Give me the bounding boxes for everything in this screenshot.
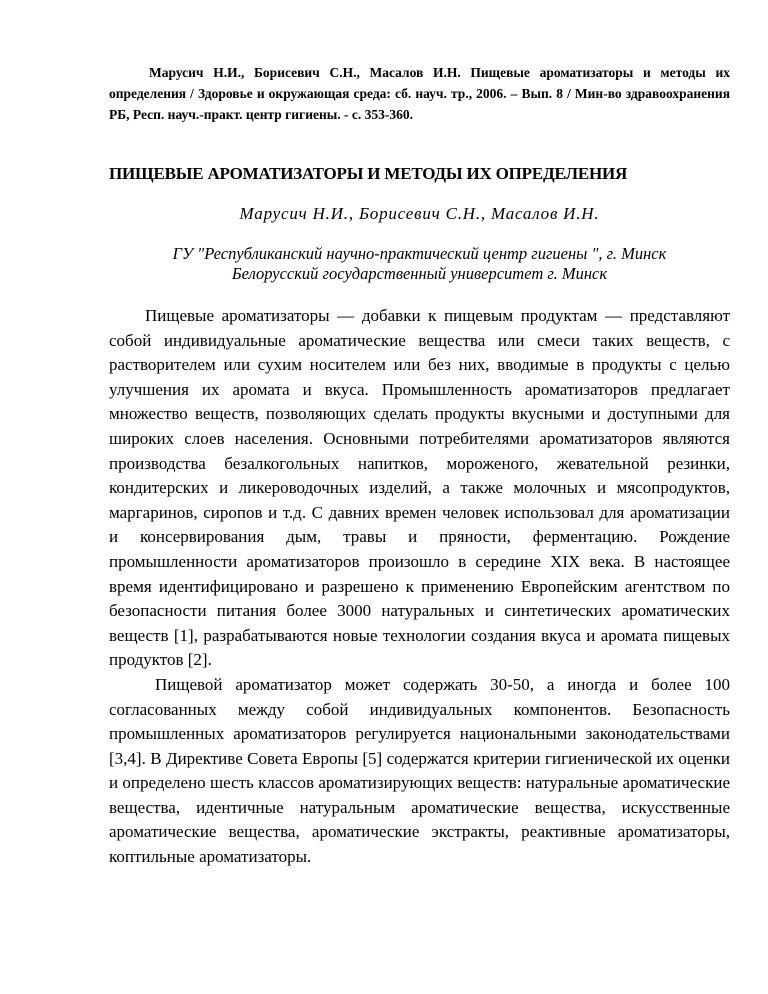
affiliation-line: Белорусский государственный университет г. Минск	[231, 264, 608, 283]
article-title: ПИЩЕВЫЕ АРОМАТИЗАТОРЫ И МЕТОДЫ ИХ ОПРЕДЕЛЕНИЯ	[109, 164, 628, 183]
author-affiliations	[109, 244, 730, 284]
citation-reference: Марусич Н.И., Борисевич С.Н., Масалов И.Н. Пищевые ароматизаторы и методы их определения / Здоровье и окружающая среда: сб. науч. тр., 2006. – Вып. 8 / Мин-во здравоохранения РБ, Респ. науч.-практ. центр гигиены. - с. 353-360.	[109, 65, 730, 122]
body-paragraph: Пищевой ароматизатор может содержать 30-50, а иногда и более 100 согласованных между собой индивидуальных компонентов. Безопасность промышленных ароматизаторов регулируется национальными законодательствами [3,4]. В Директиве Совета Европы [5] содержатся критерии гигиенической их оценки и определено шесть классов ароматизирующих веществ: натуральные ароматические вещества, идентичные натуральным ароматические вещества, искусственные ароматические вещества, ароматические экстракты, реактивные ароматизаторы, коптильные ароматизаторы.	[109, 674, 730, 867]
article-authors: Марусич Н.И., Борисевич С.Н., Масалов И.Н.	[239, 204, 600, 223]
document-page	[109, 62, 730, 870]
article-body	[109, 304, 730, 870]
body-paragraph: Пищевые ароматизаторы — добавки к пищевым продуктам — представляют собой индивидуальные ароматические вещества или смеси таких веществ, с растворителем или сухим носителем или без них, вводимые в продукты с целью улучшения их аромата и вкуса. Промышленность ароматизаторов предлагает множество веществ, позволяющих сделать продукты вкусными и доступными для широких слоев населения. Основными потребителями ароматизаторов являются производства безалкогольных напитков, мороженого, жевательной резинки, кондитерских и ликероводочных изделий, а также молочных и мясопродуктов, маргаринов, сиропов и т.д. С давних времен человек использовал для ароматизации и консервирования дым, травы и пряности, ферментацию. Рождение промышленности ароматизаторов произошло в середине XIX века. В настоящее время идентифицировано и разрешено к применению Европейским агентством по безопасности питания более 3000 натуральных и синтетических ароматических веществ [1], разрабатываются новые технологии создания вкуса и аромата пищевых продуктов [2].	[109, 306, 730, 670]
affiliation-line: ГУ "Республиканский научно-практический центр гигиены ", г. Минск	[172, 244, 667, 263]
